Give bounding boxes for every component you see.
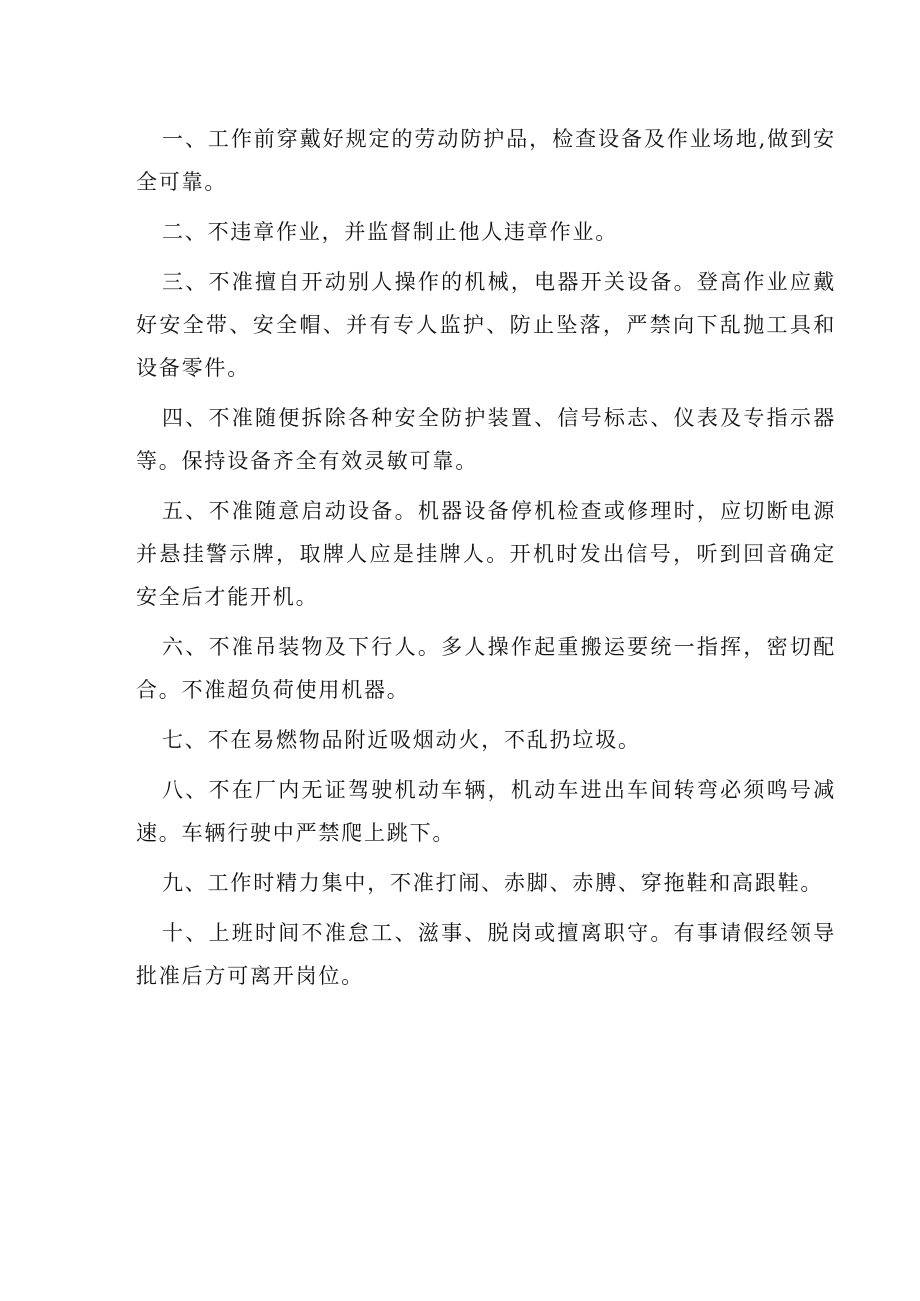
rule-paragraph-8: 八、不在厂内无证驾驶机动车辆，机动车进出车间转弯必须鸣号减速。车辆行驶中严禁爬上跳下。 bbox=[136, 778, 836, 845]
rule-paragraph-5: 五、不准随意启动设备。机器设备停机检查或修理时，应切断电源并悬挂警示牌，取牌人应是挂牌人。开机时发出信号，听到回音确定安全后才能开机。 bbox=[136, 499, 836, 609]
rule-paragraph-6: 六、不准吊装物及下行人。多人操作起重搬运要统一指挥，密切配合。不准超负荷使用机器。 bbox=[136, 635, 836, 702]
rule-paragraph-3: 三、不准擅自开动别人操作的机械，电器开关设备。登高作业应戴好安全带、安全帽、并有专人监护、防止坠落，严禁向下乱抛工具和设备零件。 bbox=[136, 270, 836, 380]
rule-paragraph-1: 一、工作前穿戴好规定的劳动防护品，检查设备及作业场地,做到安全可靠。 bbox=[136, 127, 836, 194]
rule-paragraph-7: 七、不在易燃物品附近吸烟动火，不乱扔垃圾。 bbox=[162, 728, 641, 752]
rule-paragraph-9: 九、工作时精力集中，不准打闹、赤脚、赤膊、穿拖鞋和高跟鞋。 bbox=[162, 871, 824, 895]
rule-paragraph-10: 十、上班时间不准怠工、滋事、脱岗或擅离职守。有事请假经领导批准后方可离开岗位。 bbox=[136, 921, 836, 988]
rules-list bbox=[136, 118, 836, 1005]
rule-paragraph-2: 二、不违章作业，并监督制止他人违章作业。 bbox=[162, 220, 618, 244]
rule-paragraph-4: 四、不准随便拆除各种安全防护装置、信号标志、仪表及专指示器等。保持设备齐全有效灵敏可靠。 bbox=[136, 406, 836, 473]
